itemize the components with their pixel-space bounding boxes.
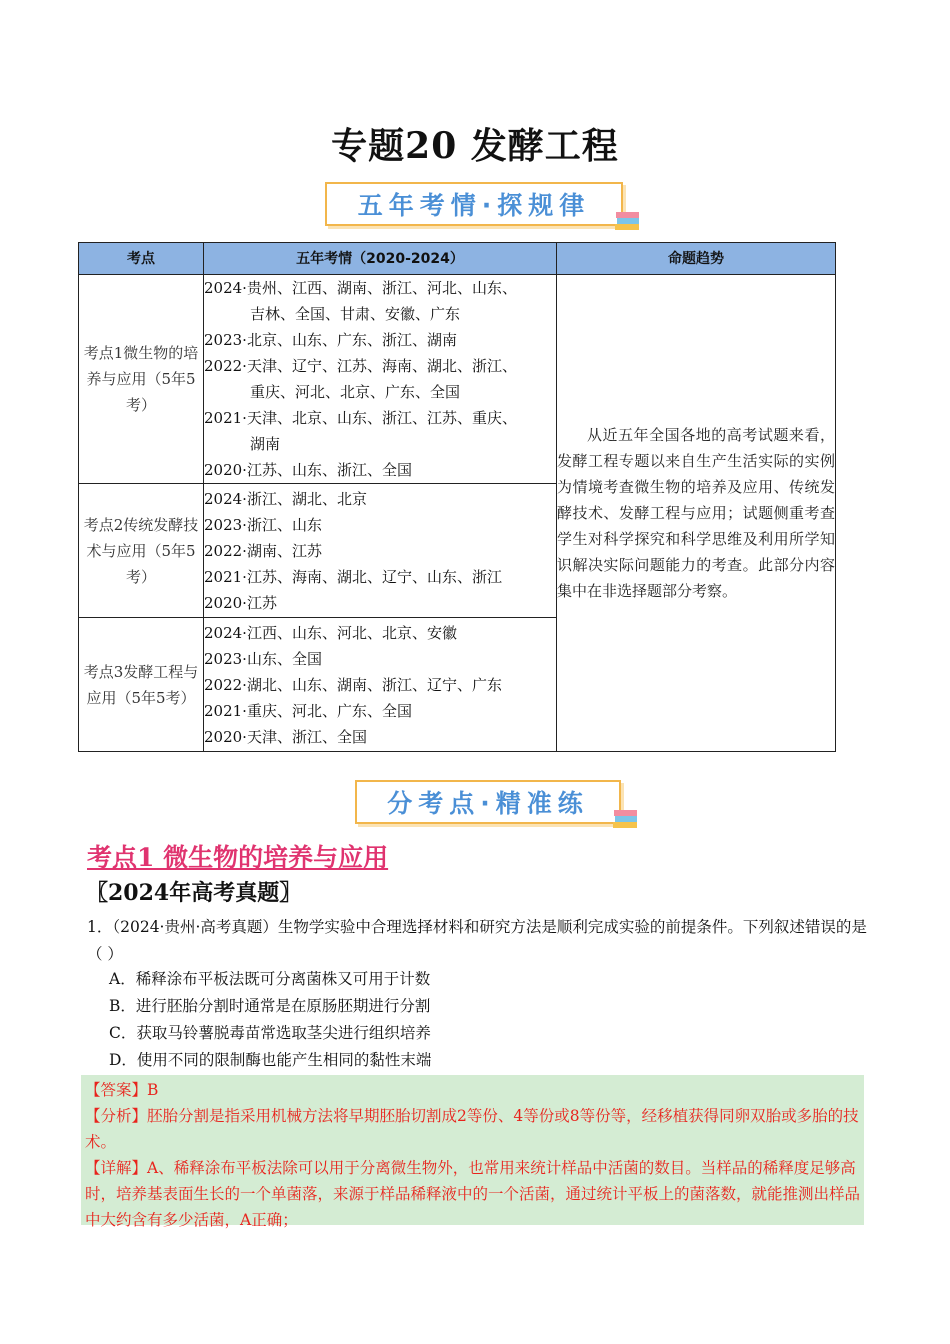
- table-row: [79, 275, 836, 484]
- years-cell: [204, 484, 557, 618]
- option-d: D．使用不同的限制酶也能产生相同的黏性末端: [109, 1051, 432, 1069]
- answer-label: 【答案】: [85, 1081, 148, 1099]
- header-years: 五年考情（2020-2024）: [204, 243, 557, 275]
- option-c: C．获取马铃薯脱毒苗常选取茎尖进行组织培养: [109, 1024, 431, 1042]
- banner-label: 分考点·精准练: [387, 789, 589, 818]
- banner-label: 五年考情·探规律: [357, 191, 591, 220]
- books-icon: [613, 210, 643, 232]
- year-line: 2020·江苏、山东、浙江、全国: [204, 461, 412, 479]
- banner-practice: [355, 780, 621, 824]
- table-header-row: [79, 243, 836, 275]
- detail-line: [85, 1155, 860, 1233]
- books-icon: [611, 808, 641, 830]
- trend-text: 从近五年全国各地的高考试题来看，发酵工程专题以来自生产生活实际的实例为情境考查微生物的培养及应用、传统发酵技术、发酵工程与应用；试题侧重考查学生对科学探究和科学思维及利用所学知识解决实际问题能力的考查。此部分内容集中在非选择题部分考察。: [557, 426, 835, 600]
- analysis-line: [85, 1103, 860, 1155]
- banner-five-year-review: [325, 182, 623, 226]
- years-cell: [204, 275, 557, 484]
- detail-label: 【详解】: [85, 1159, 148, 1177]
- option-a: A．稀释涂布平板法既可分离菌株又可用于计数: [109, 970, 431, 988]
- year-line: 2021·江苏、海南、湖北、辽宁、山东、浙江: [204, 567, 502, 586]
- subsection-heading: 〖2024年高考真题〗: [86, 880, 302, 906]
- year-line: 2024·贵州、江西、湖南、浙江、河北、山东、 吉林、全国、甘肃、安徽、广东: [204, 279, 517, 323]
- year-line: 2024·浙江、湖北、北京: [204, 489, 367, 508]
- answer-box: [81, 1075, 864, 1229]
- year-line: 2021·天津、北京、山东、浙江、江苏、重庆、 湖南: [204, 409, 517, 453]
- year-line: 2022·湖北、山东、湖南、浙江、辽宁、广东: [204, 675, 502, 694]
- year-line: 2020·天津、浙江、全国: [204, 727, 367, 746]
- year-line: 2021·重庆、河北、广东、全国: [204, 701, 412, 720]
- analysis-text: 胚胎分割是指采用机械方法将早期胚胎切割成2等份、4等份或8等份等，经移植获得同卵双胎或多胎的技术。: [85, 1107, 859, 1151]
- answer-value: B: [147, 1081, 159, 1099]
- year-line: 2022·湖南、江苏: [204, 541, 322, 560]
- page-title: 专题20 发酵工程: [331, 125, 619, 167]
- section-heading: 考点1 微生物的培养与应用: [87, 843, 389, 872]
- point-cell: 考点3发酵工程与应用（5年5考）: [79, 618, 204, 752]
- question-stem: 1．（2024·贵州·高考真题）生物学实验中合理选择材料和研究方法是顺利完成实验的前提条件。下列叙述错误的是（ ）: [87, 918, 867, 963]
- year-line: 2023·北京、山东、广东、浙江、湖南: [204, 331, 457, 349]
- point-cell: 考点1微生物的培养与应用（5年5考）: [79, 275, 204, 484]
- analysis-label: 【分析】: [85, 1107, 148, 1125]
- year-line: 2022·天津、辽宁、江苏、海南、湖北、浙江、 重庆、河北、北京、广东、全国: [204, 357, 517, 401]
- year-line: 2023·山东、全国: [204, 649, 322, 668]
- years-cell: [204, 618, 557, 752]
- detail-text: A、稀释涂布平板法除可以用于分离微生物外，也常用来统计样品中活菌的数目。当样品的稀释度足够高时，培养基表面生长的一个单菌落，来源于样品稀释液中的一个活菌，通过统计平板上的菌落数，就能推测出样品中大约含有多少活菌，A正确；: [85, 1159, 861, 1229]
- point-cell: 考点2传统发酵技术与应用（5年5考）: [79, 484, 204, 618]
- trend-cell: [557, 275, 836, 752]
- header-point: 考点: [79, 243, 204, 275]
- year-line: 2023·浙江、山东: [204, 515, 322, 534]
- exam-analysis-table: [78, 242, 836, 752]
- year-line: 2020·江苏: [204, 593, 277, 612]
- question-options: [109, 966, 431, 1074]
- year-line: 2024·江西、山东、河北、北京、安徽: [204, 623, 457, 642]
- answer-line: [85, 1077, 860, 1103]
- header-trend: 命题趋势: [557, 243, 836, 275]
- option-b: B．进行胚胎分割时通常是在原肠胚期进行分割: [109, 997, 431, 1015]
